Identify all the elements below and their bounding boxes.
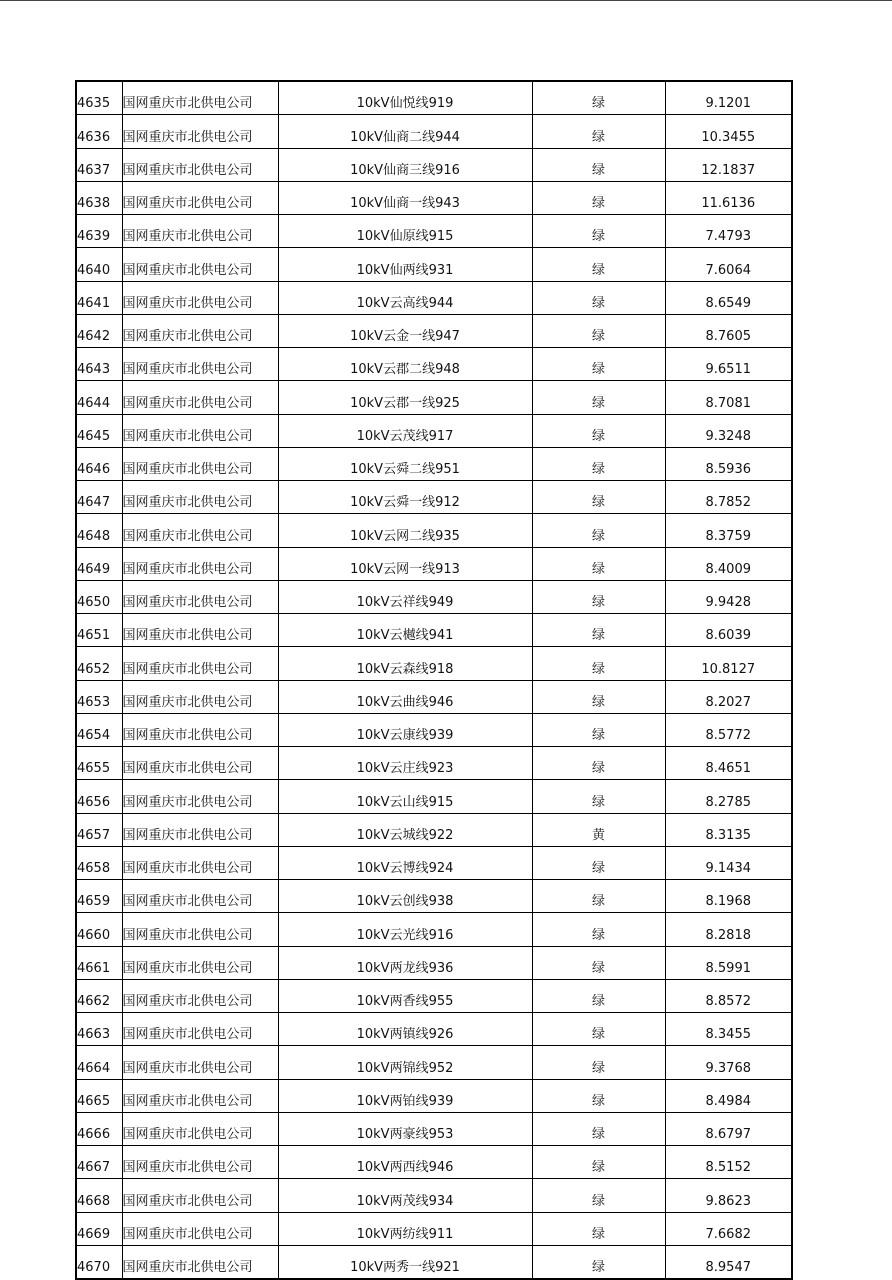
company-cell: 国网重庆市北供电公司 bbox=[122, 1245, 278, 1279]
line-name-cell: 10kV云网二线935 bbox=[278, 514, 532, 547]
status-cell: 绿 bbox=[532, 1013, 665, 1046]
row-id: 4650 bbox=[76, 580, 122, 613]
line-name-cell: 10kV仙两线931 bbox=[278, 248, 532, 281]
company-cell: 国网重庆市北供电公司 bbox=[122, 547, 278, 580]
status-cell: 绿 bbox=[532, 580, 665, 613]
status-cell: 绿 bbox=[532, 547, 665, 580]
row-id: 4640 bbox=[76, 248, 122, 281]
status-cell: 绿 bbox=[532, 281, 665, 314]
value-cell: 8.4009 bbox=[665, 547, 792, 580]
row-id: 4659 bbox=[76, 880, 122, 913]
table-row bbox=[76, 846, 792, 879]
line-name-cell: 10kV仙商三线916 bbox=[278, 148, 532, 181]
company-cell: 国网重庆市北供电公司 bbox=[122, 647, 278, 680]
status-cell: 绿 bbox=[532, 880, 665, 913]
value-cell: 7.4793 bbox=[665, 215, 792, 248]
table-row bbox=[76, 747, 792, 780]
status-cell: 绿 bbox=[532, 780, 665, 813]
status-cell: 绿 bbox=[532, 248, 665, 281]
value-cell: 10.3455 bbox=[665, 115, 792, 148]
status-cell: 绿 bbox=[532, 181, 665, 214]
value-cell: 12.1837 bbox=[665, 148, 792, 181]
value-cell: 8.4984 bbox=[665, 1079, 792, 1112]
company-cell: 国网重庆市北供电公司 bbox=[122, 514, 278, 547]
status-cell: 绿 bbox=[532, 913, 665, 946]
table-row bbox=[76, 1146, 792, 1179]
table-row bbox=[76, 913, 792, 946]
company-cell: 国网重庆市北供电公司 bbox=[122, 580, 278, 613]
status-cell: 绿 bbox=[532, 81, 665, 115]
status-cell: 绿 bbox=[532, 481, 665, 514]
line-name-cell: 10kV两茂线934 bbox=[278, 1179, 532, 1212]
status-cell: 绿 bbox=[532, 713, 665, 746]
value-cell: 8.3455 bbox=[665, 1013, 792, 1046]
row-id: 4652 bbox=[76, 647, 122, 680]
line-name-cell: 10kV仙商一线943 bbox=[278, 181, 532, 214]
table-row bbox=[76, 115, 792, 148]
row-id: 4658 bbox=[76, 846, 122, 879]
line-name-cell: 10kV两龙线936 bbox=[278, 946, 532, 979]
line-name-cell: 10kV两香线955 bbox=[278, 979, 532, 1012]
status-cell: 绿 bbox=[532, 414, 665, 447]
status-cell: 绿 bbox=[532, 846, 665, 879]
value-cell: 8.7605 bbox=[665, 314, 792, 347]
table-row bbox=[76, 281, 792, 314]
value-cell: 8.2785 bbox=[665, 780, 792, 813]
row-id: 4645 bbox=[76, 414, 122, 447]
row-id: 4651 bbox=[76, 614, 122, 647]
table-row bbox=[76, 348, 792, 381]
line-name-cell: 10kV两锦线952 bbox=[278, 1046, 532, 1079]
value-cell: 8.2027 bbox=[665, 680, 792, 713]
value-cell: 9.1201 bbox=[665, 81, 792, 115]
table-row bbox=[76, 447, 792, 480]
table-row bbox=[76, 481, 792, 514]
line-name-cell: 10kV两西线946 bbox=[278, 1146, 532, 1179]
company-cell: 国网重庆市北供电公司 bbox=[122, 447, 278, 480]
table-row bbox=[76, 647, 792, 680]
company-cell: 国网重庆市北供电公司 bbox=[122, 1013, 278, 1046]
company-cell: 国网重庆市北供电公司 bbox=[122, 414, 278, 447]
status-cell: 绿 bbox=[532, 314, 665, 347]
table-row bbox=[76, 713, 792, 746]
value-cell: 9.3248 bbox=[665, 414, 792, 447]
company-cell: 国网重庆市北供电公司 bbox=[122, 215, 278, 248]
line-name-cell: 10kV云樾线941 bbox=[278, 614, 532, 647]
status-cell: 绿 bbox=[532, 614, 665, 647]
line-name-cell: 10kV云金一线947 bbox=[278, 314, 532, 347]
value-cell: 8.5152 bbox=[665, 1146, 792, 1179]
company-cell: 国网重庆市北供电公司 bbox=[122, 1179, 278, 1212]
line-name-cell: 10kV云创线938 bbox=[278, 880, 532, 913]
table-row bbox=[76, 1112, 792, 1145]
status-cell: 绿 bbox=[532, 215, 665, 248]
line-name-cell: 10kV两铂线939 bbox=[278, 1079, 532, 1112]
table-row bbox=[76, 414, 792, 447]
line-name-cell: 10kV云庄线923 bbox=[278, 747, 532, 780]
line-name-cell: 10kV云茂线917 bbox=[278, 414, 532, 447]
value-cell: 9.8623 bbox=[665, 1179, 792, 1212]
company-cell: 国网重庆市北供电公司 bbox=[122, 1079, 278, 1112]
status-cell: 绿 bbox=[532, 1179, 665, 1212]
value-cell: 9.9428 bbox=[665, 580, 792, 613]
line-name-cell: 10kV云森线918 bbox=[278, 647, 532, 680]
status-cell: 绿 bbox=[532, 1112, 665, 1145]
line-name-cell: 10kV云网一线913 bbox=[278, 547, 532, 580]
line-name-cell: 10kV两豪线953 bbox=[278, 1112, 532, 1145]
table-row bbox=[76, 946, 792, 979]
row-id: 4646 bbox=[76, 447, 122, 480]
company-cell: 国网重庆市北供电公司 bbox=[122, 481, 278, 514]
row-id: 4637 bbox=[76, 148, 122, 181]
line-name-cell: 10kV云康线939 bbox=[278, 713, 532, 746]
table-row bbox=[76, 314, 792, 347]
line-name-cell: 10kV云郡一线925 bbox=[278, 381, 532, 414]
status-cell: 绿 bbox=[532, 148, 665, 181]
value-cell: 9.3768 bbox=[665, 1046, 792, 1079]
line-name-cell: 10kV两纺线911 bbox=[278, 1212, 532, 1245]
status-cell: 绿 bbox=[532, 115, 665, 148]
value-cell: 8.6039 bbox=[665, 614, 792, 647]
table-row bbox=[76, 248, 792, 281]
status-cell: 绿 bbox=[532, 647, 665, 680]
row-id: 4657 bbox=[76, 813, 122, 846]
status-cell: 绿 bbox=[532, 447, 665, 480]
row-id: 4639 bbox=[76, 215, 122, 248]
table-row bbox=[76, 880, 792, 913]
table-row bbox=[76, 680, 792, 713]
page-top-rule bbox=[0, 0, 892, 1]
company-cell: 国网重庆市北供电公司 bbox=[122, 1046, 278, 1079]
company-cell: 国网重庆市北供电公司 bbox=[122, 846, 278, 879]
row-id: 4656 bbox=[76, 780, 122, 813]
row-id: 4635 bbox=[76, 81, 122, 115]
status-cell: 绿 bbox=[532, 946, 665, 979]
value-cell: 9.6511 bbox=[665, 348, 792, 381]
value-cell: 8.7081 bbox=[665, 381, 792, 414]
row-id: 4660 bbox=[76, 913, 122, 946]
table-row bbox=[76, 181, 792, 214]
row-id: 4653 bbox=[76, 680, 122, 713]
line-name-cell: 10kV云城线922 bbox=[278, 813, 532, 846]
company-cell: 国网重庆市北供电公司 bbox=[122, 1146, 278, 1179]
company-cell: 国网重庆市北供电公司 bbox=[122, 680, 278, 713]
value-cell: 8.1968 bbox=[665, 880, 792, 913]
table-row bbox=[76, 514, 792, 547]
company-cell: 国网重庆市北供电公司 bbox=[122, 115, 278, 148]
table-row bbox=[76, 1046, 792, 1079]
row-id: 4661 bbox=[76, 946, 122, 979]
status-cell: 绿 bbox=[532, 1079, 665, 1112]
company-cell: 国网重庆市北供电公司 bbox=[122, 281, 278, 314]
status-cell: 绿 bbox=[532, 1212, 665, 1245]
company-cell: 国网重庆市北供电公司 bbox=[122, 81, 278, 115]
row-id: 4647 bbox=[76, 481, 122, 514]
table-row bbox=[76, 1179, 792, 1212]
row-id: 4636 bbox=[76, 115, 122, 148]
line-name-cell: 10kV仙悦线919 bbox=[278, 81, 532, 115]
line-name-cell: 10kV云山线915 bbox=[278, 780, 532, 813]
line-name-cell: 10kV云高线944 bbox=[278, 281, 532, 314]
row-id: 4641 bbox=[76, 281, 122, 314]
value-cell: 8.8572 bbox=[665, 979, 792, 1012]
table-row bbox=[76, 381, 792, 414]
row-id: 4638 bbox=[76, 181, 122, 214]
row-id: 4649 bbox=[76, 547, 122, 580]
value-cell: 8.9547 bbox=[665, 1245, 792, 1279]
table-row bbox=[76, 1212, 792, 1245]
company-cell: 国网重庆市北供电公司 bbox=[122, 813, 278, 846]
company-cell: 国网重庆市北供电公司 bbox=[122, 1212, 278, 1245]
company-cell: 国网重庆市北供电公司 bbox=[122, 747, 278, 780]
status-cell: 绿 bbox=[532, 1146, 665, 1179]
line-name-cell: 10kV两秀一线921 bbox=[278, 1245, 532, 1279]
company-cell: 国网重庆市北供电公司 bbox=[122, 614, 278, 647]
company-cell: 国网重庆市北供电公司 bbox=[122, 946, 278, 979]
table-body bbox=[76, 81, 792, 1279]
company-cell: 国网重庆市北供电公司 bbox=[122, 979, 278, 1012]
table-row bbox=[76, 148, 792, 181]
value-cell: 8.5991 bbox=[665, 946, 792, 979]
table-row bbox=[76, 1079, 792, 1112]
status-cell: 黄 bbox=[532, 813, 665, 846]
row-id: 4669 bbox=[76, 1212, 122, 1245]
row-id: 4664 bbox=[76, 1046, 122, 1079]
company-cell: 国网重庆市北供电公司 bbox=[122, 880, 278, 913]
line-name-cell: 10kV云舜二线951 bbox=[278, 447, 532, 480]
value-cell: 8.6797 bbox=[665, 1112, 792, 1145]
company-cell: 国网重庆市北供电公司 bbox=[122, 913, 278, 946]
company-cell: 国网重庆市北供电公司 bbox=[122, 348, 278, 381]
value-cell: 10.8127 bbox=[665, 647, 792, 680]
value-cell: 8.6549 bbox=[665, 281, 792, 314]
value-cell: 8.4651 bbox=[665, 747, 792, 780]
value-cell: 8.5772 bbox=[665, 713, 792, 746]
company-cell: 国网重庆市北供电公司 bbox=[122, 381, 278, 414]
company-cell: 国网重庆市北供电公司 bbox=[122, 1112, 278, 1145]
status-cell: 绿 bbox=[532, 1046, 665, 1079]
table-row bbox=[76, 813, 792, 846]
row-id: 4643 bbox=[76, 348, 122, 381]
company-cell: 国网重庆市北供电公司 bbox=[122, 148, 278, 181]
value-cell: 9.1434 bbox=[665, 846, 792, 879]
company-cell: 国网重庆市北供电公司 bbox=[122, 314, 278, 347]
table-row bbox=[76, 1245, 792, 1279]
value-cell: 7.6064 bbox=[665, 248, 792, 281]
value-cell: 8.2818 bbox=[665, 913, 792, 946]
status-cell: 绿 bbox=[532, 381, 665, 414]
table-row bbox=[76, 81, 792, 115]
line-name-cell: 10kV两镇线926 bbox=[278, 1013, 532, 1046]
value-cell: 7.6682 bbox=[665, 1212, 792, 1245]
table-row bbox=[76, 979, 792, 1012]
row-id: 4654 bbox=[76, 713, 122, 746]
table-row bbox=[76, 780, 792, 813]
data-table bbox=[75, 80, 793, 1280]
table-row bbox=[76, 614, 792, 647]
row-id: 4670 bbox=[76, 1245, 122, 1279]
row-id: 4668 bbox=[76, 1179, 122, 1212]
value-cell: 8.5936 bbox=[665, 447, 792, 480]
line-name-cell: 10kV云曲线946 bbox=[278, 680, 532, 713]
table-row bbox=[76, 580, 792, 613]
line-name-cell: 10kV云博线924 bbox=[278, 846, 532, 879]
value-cell: 8.3135 bbox=[665, 813, 792, 846]
line-name-cell: 10kV云舜一线912 bbox=[278, 481, 532, 514]
line-name-cell: 10kV仙商二线944 bbox=[278, 115, 532, 148]
status-cell: 绿 bbox=[532, 348, 665, 381]
table-row bbox=[76, 1013, 792, 1046]
line-name-cell: 10kV云光线916 bbox=[278, 913, 532, 946]
row-id: 4667 bbox=[76, 1146, 122, 1179]
status-cell: 绿 bbox=[532, 747, 665, 780]
row-id: 4648 bbox=[76, 514, 122, 547]
status-cell: 绿 bbox=[532, 979, 665, 1012]
company-cell: 国网重庆市北供电公司 bbox=[122, 780, 278, 813]
row-id: 4662 bbox=[76, 979, 122, 1012]
row-id: 4642 bbox=[76, 314, 122, 347]
value-cell: 8.3759 bbox=[665, 514, 792, 547]
status-cell: 绿 bbox=[532, 514, 665, 547]
row-id: 4644 bbox=[76, 381, 122, 414]
value-cell: 8.7852 bbox=[665, 481, 792, 514]
table-row bbox=[76, 547, 792, 580]
status-cell: 绿 bbox=[532, 1245, 665, 1279]
row-id: 4655 bbox=[76, 747, 122, 780]
company-cell: 国网重庆市北供电公司 bbox=[122, 181, 278, 214]
row-id: 4666 bbox=[76, 1112, 122, 1145]
company-cell: 国网重庆市北供电公司 bbox=[122, 713, 278, 746]
value-cell: 11.6136 bbox=[665, 181, 792, 214]
line-name-cell: 10kV云郡二线948 bbox=[278, 348, 532, 381]
line-name-cell: 10kV仙原线915 bbox=[278, 215, 532, 248]
status-cell: 绿 bbox=[532, 680, 665, 713]
row-id: 4663 bbox=[76, 1013, 122, 1046]
company-cell: 国网重庆市北供电公司 bbox=[122, 248, 278, 281]
table-row bbox=[76, 215, 792, 248]
line-name-cell: 10kV云祥线949 bbox=[278, 580, 532, 613]
row-id: 4665 bbox=[76, 1079, 122, 1112]
